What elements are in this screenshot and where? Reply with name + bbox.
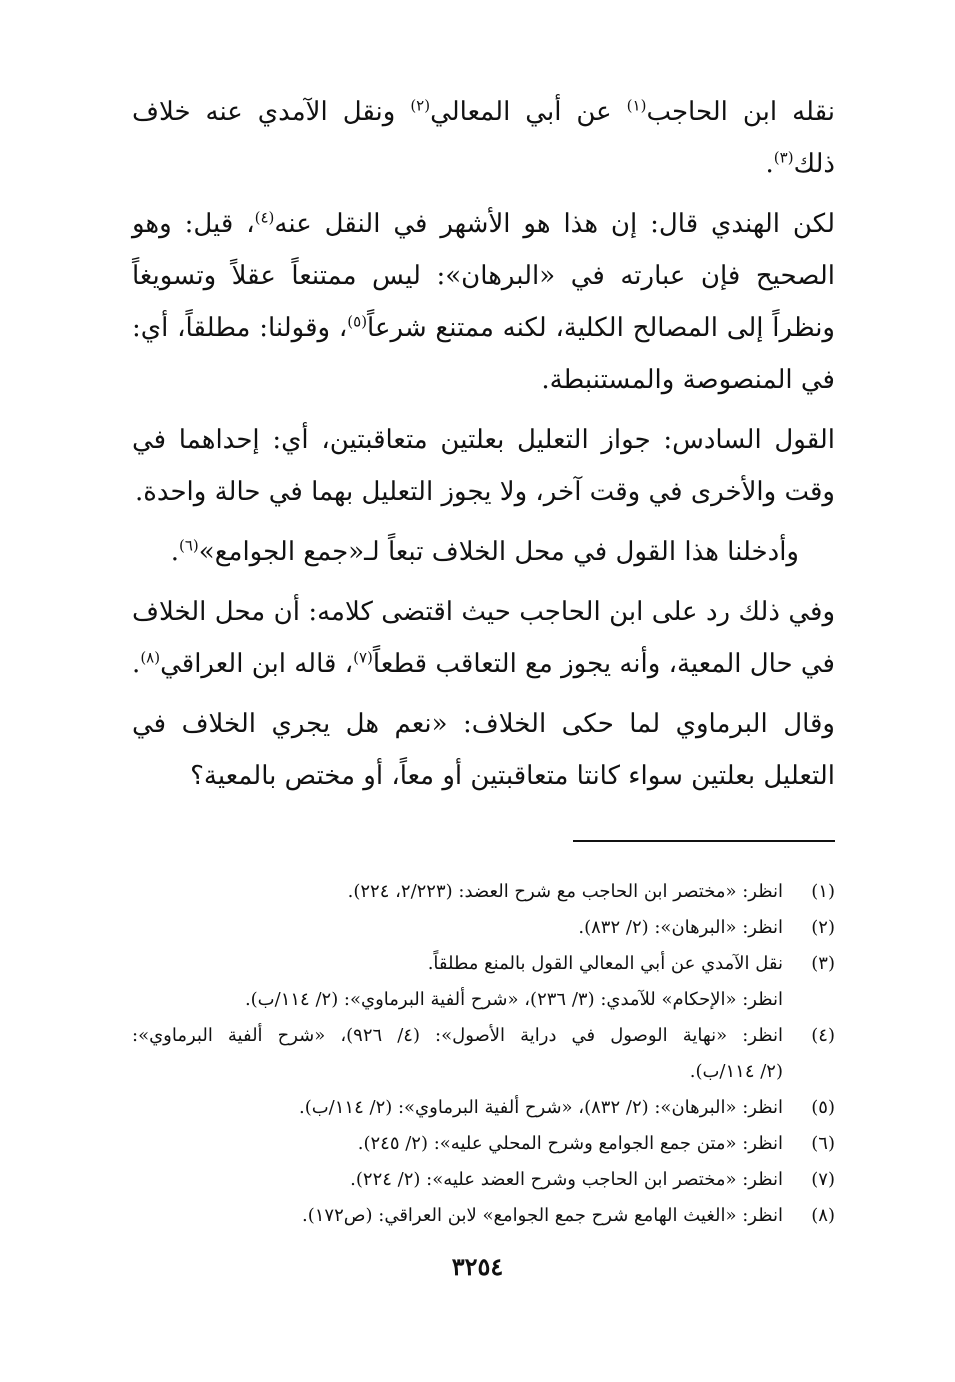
footnote-number: (٦) [811,1133,835,1154]
footnote-reference: (٥) [347,312,368,331]
paragraph-text: . [765,149,774,179]
footnote-separator-area [132,802,835,862]
paragraph-text: نقله ابن الحاجب [646,97,836,127]
footnotes [132,874,835,1234]
footnote-reference: (٨) [140,648,161,667]
footnote [132,874,835,910]
paragraph-text: ونقل الآمدي عنه خلاف ذلك [132,97,835,179]
paragraph-text: لكن الهندي قال: إن هذا هو الأشهر في النقل عنه [274,209,836,239]
footnote-body [132,1126,783,1162]
footnote-number: (٤) [811,1025,835,1046]
footnote-body [132,1162,783,1198]
footnote-body [132,910,783,946]
footnote-number: (١) [811,881,835,902]
footnote-text: (٢/ ١١٤/ب). [689,1061,783,1082]
paragraph-text: ، وقولنا: مطلقاً، أي: في المنصوصة والمستنبطة. [132,313,835,395]
paragraph-text: . [132,649,141,679]
paragraph-text: عن أبي المعالي [430,97,627,127]
footnote-body [132,946,783,1018]
footnote-text: انظر: «متن جمع الجوامع وشرح المحلي عليه»: (٢/ ٢٤٥). [357,1133,783,1154]
footnote [132,910,835,946]
paragraph-text: ، قاله ابن العراقي [160,649,354,679]
paragraph-text: . [170,537,179,567]
footnote-body [132,1018,783,1090]
paragraph [132,198,835,406]
footnote-text: انظر: «نهاية الوصول في دراية الأصول»: (٤/ ٩٢٦)، «شرح ألفية البرماوي»: [132,1025,783,1046]
footnote-text: انظر: «الإحكام» للآمدي: (٣/ ٢٣٦)، «شرح ألفية البرماوي»: (٢/ ١١٤/ب). [244,989,783,1010]
paragraph [132,586,835,690]
footnote-reference: (٤) [254,208,275,227]
paragraph [132,86,835,190]
page-content [132,86,835,1234]
footnote-number: (٧) [811,1169,835,1190]
footnote-text: انظر: «البرهان»: (٢/ ٨٣٢). [578,917,783,938]
paragraph-text: القول السادس: جواز التعليل بعلتين متعاقبتين، أي: إحداهما في وقت والأخرى في وقت آخر، ولا يجوز التعليل بهما في حالة واحدة. [132,425,835,507]
footnote-number: (٢) [811,917,835,938]
footnote-reference: (٦) [179,536,199,555]
paragraph-text: وأدخلنا هذا القول في محل الخلاف تبعاً لـ«جمع الجوامع» [198,537,799,567]
footnote-reference: (١) [626,96,647,115]
footnote-text: انظر: «البرهان»: (٢/ ٨٣٢)، «شرح ألفية البرماوي»: (٢/ ١١٤/ب). [298,1097,783,1118]
paragraph-text: وفي ذلك رد على ابن الحاجب حيث اقتضى كلامه: أن محل الخلاف في حال المعية، وأنه يجوز مع التعاقب قطعاً [132,597,835,679]
paragraph-text: وقال البرماوي لما حكى الخلاف: «نعم هل يجري الخلاف في التعليل بعلتين سواء كانتا متعاقبتين أو معاً، أو مختص بالمعية؟ [132,709,835,791]
footnote [132,1018,835,1090]
footnote [132,946,835,1018]
footnote-body [132,874,783,910]
footnote-number: (٨) [811,1205,835,1226]
paragraph [132,414,835,518]
footnote-reference: (٢) [410,96,431,115]
footnote [132,1198,835,1234]
footnote-reference: (٧) [353,648,373,667]
footnote-text: انظر: «الغيث الهامع شرح جمع الجوامع» لابن العراقي: (ص١٧٢). [301,1205,783,1226]
paragraph-text: ، قيل: وهو الصحيح فإن عبارته في «البرهان»: ليس ممتنعاً عقلاً وتسويغاً ونظراً إلى المصالح الكلية، لكنه ممتنع شرعاً [132,209,835,343]
footnote [132,1126,835,1162]
footnote-number: (٣) [811,953,835,974]
paragraph [132,526,835,578]
main-text [132,86,835,802]
footnote-text: انظر: «مختصر ابن الحاجب مع شرح العضد: (٢/٢٢٣، ٢٢٤). [347,881,783,902]
footnote-text: نقل الآمدي عن أبي المعالي القول بالمنع مطلقاً. [427,953,783,974]
footnote [132,1162,835,1198]
page-number: ٣٢٥٤ [451,1252,504,1281]
footnote-body [132,1090,783,1126]
footnote-reference: (٣) [773,148,794,167]
paragraph [132,698,835,802]
footnote [132,1090,835,1126]
footnote-body [132,1198,783,1234]
footnote-text: انظر: «مختصر ابن الحاجب وشرح العضد عليه»: (٢/ ٢٢٤). [350,1169,783,1190]
footnote-separator-line [573,840,835,842]
footnote-number: (٥) [811,1097,835,1118]
